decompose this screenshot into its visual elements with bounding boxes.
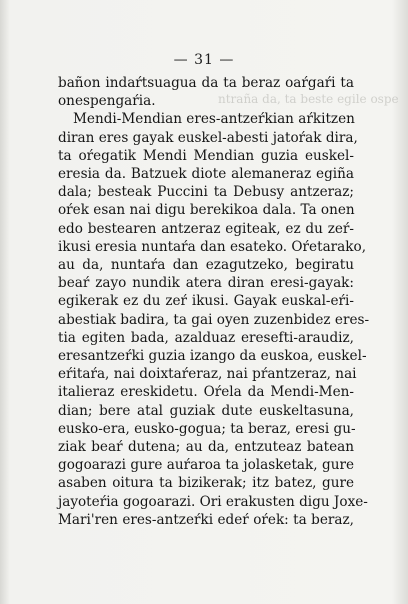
text-line: diran eres gayak euskel-abesti jatoŕak dira, — [58, 129, 358, 146]
text-line: Mari'ren eres-antzeŕki edeŕ oŕek: ta beraz, — [58, 511, 354, 528]
text-line: italieraz ereskidetu. Oŕela da Mendi-Men- — [58, 384, 354, 401]
text-line: oŕek esan nai digu berekikoa dala. Ta onen — [58, 202, 355, 219]
text-line: bañon indaŕtsuagua da ta beraz oaŕgaŕi ta — [58, 75, 354, 91]
text-line: eresia da. Batzuek diote alemaneraz egiña — [58, 166, 354, 183]
text-line: egikerak ez du zeŕ ikusi. Gayak euskal-eŕi- — [58, 293, 354, 310]
text-line: ikusi eresia nuntaŕa dan esateko. Oŕetarako, — [58, 238, 367, 255]
text-line: onespengaŕia. — [58, 93, 156, 110]
text-line: dian; bere atal guziak dute euskeltasuna, — [58, 402, 354, 419]
body-text — [58, 74, 370, 529]
text-line: tia egiten bada, azalduaz eresefti-araudiz, — [58, 329, 354, 346]
text-line: ta oŕegatik Mendi Mendian guzia euskel- — [58, 147, 354, 164]
text-line: gogoarazi gure auŕaroa ta jolasketak, gure — [58, 457, 354, 474]
text-line: ziak beaŕ dutena; au da, entzuteaz batean — [58, 439, 354, 456]
text-line: Mendi-Mendian eres-antzeŕkian aŕkitzen — [73, 111, 355, 128]
text-line: edo bestearen antzeraz egiteak, ez du zeŕ- — [58, 220, 354, 237]
text-line: eresantzeŕki guzia izango da euskoa, euskel- — [58, 348, 367, 365]
page-number: — 31 — — [173, 52, 235, 68]
text-line: abestiak badira, ta gai oyen zuzenbidez eres- — [58, 311, 370, 328]
text-line: dala; besteak Puccini ta Debusy antzeraz; — [58, 184, 354, 201]
text-line: beaŕ zayo nundik atera diran eresi-gayak: — [58, 275, 354, 292]
text-line: jayoteŕia gogoarazi. Ori erakusten digu Joxe- — [58, 493, 368, 510]
text-line: au da, nuntaŕa dan ezagutzeko, begiratu — [58, 257, 354, 274]
bleed-through-text: ntraña da, ta beste egile ospe — [218, 92, 399, 106]
text-line: asaben oitura ta bizikerak; itz batez, gure — [58, 475, 354, 492]
text-line: eusko-era, eusko-gogua; ta beraz, eresi gu- — [58, 420, 356, 437]
text-line: eŕitaŕa, nai doixtaŕeraz, nai pŕantzeraz, nai — [58, 366, 357, 383]
